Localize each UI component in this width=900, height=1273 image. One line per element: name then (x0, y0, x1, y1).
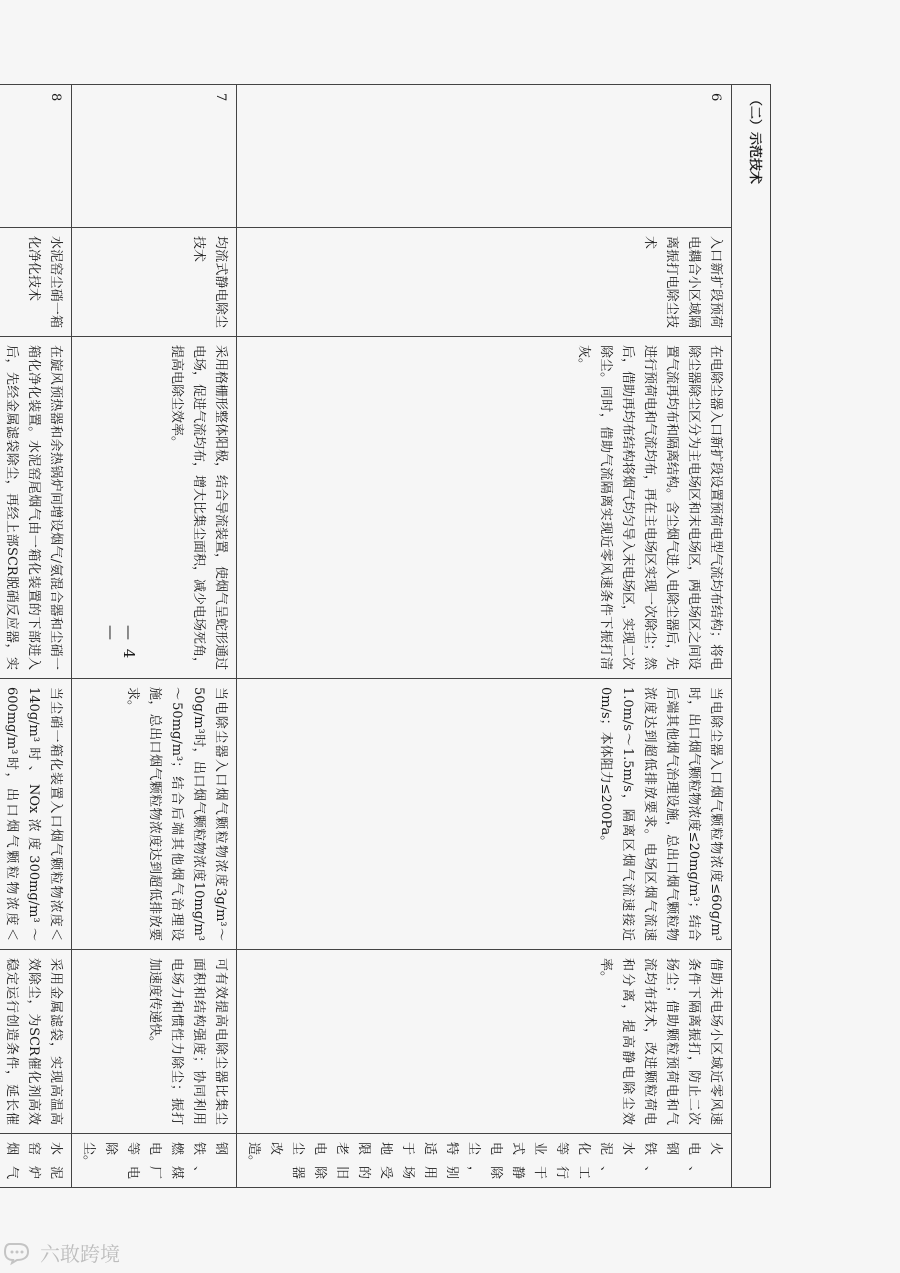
rotated-table-container (4, 84, 771, 1187)
technology-indicators: 当电除尘器入口烟气颗粒物浓度3g/m³～50g/m³时，出口烟气颗粒物浓度10mg/m³～50mg/m³；结合后端其他烟气治理设施，总出口烟气颗粒物浓度达到超低排放要求。 (72, 679, 237, 950)
application-scope: 钢铁、燃煤电厂等电除尘。 (72, 1134, 237, 1188)
section-title: （二）示范技术 (732, 85, 771, 1188)
row-number: 6 (237, 85, 732, 228)
section-header-row (732, 85, 771, 1188)
page-number: — 4 — (102, 625, 138, 661)
technology-indicators: 当尘硝一箱化装置入口烟气颗粒物浓度＜140g/m³时、NOx浓度300mg/m³～600mg/m³时，出口烟气颗粒物浓度＜ (0, 679, 72, 950)
technology-features: 可有效提高电除尘器比集尘面积和结构强度；协同利用电场力和惯性力除尘；振打加速度传递快。 (72, 950, 237, 1134)
application-scope: 火电、钢铁、水泥、化工等行业干式静电除尘，特别适用于场地受限的老旧电除尘器改造。 (237, 1134, 732, 1188)
technology-description: 采用格栅形整体阳极，结合导流装置，使烟气呈蛇形通过电场，促进气流均布，增大比集尘面积，减少电场死角，提高电除尘效率。 (72, 337, 237, 679)
watermark (4, 1237, 120, 1267)
chat-bubble-logo-icon (4, 1240, 34, 1264)
technology-features: 借助末电场小区域近零风速条件下隔离振打，防止二次扬尘；借助颗粒预荷电和气流均布技术，改进颗粒荷电和分离，提高静电除尘效率。 (237, 950, 732, 1134)
technology-name: 入口新扩段预荷电耦合小区域隔离振打电除尘技术 (237, 228, 732, 337)
application-scope: 水泥窑炉烟气 (0, 1134, 72, 1188)
row-number: 7 (72, 85, 237, 228)
row-number: 8 (0, 85, 72, 228)
watermark-text: 六敢跨境 (40, 1241, 120, 1266)
table-row (0, 85, 72, 1188)
technology-description: 在旋风预热器和余热锅炉间增设烟气/氨混合器和尘硝一箱化净化装置。水泥窑尾烟气由一箱化装置的下部进入后，先经金属滤袋除尘，再经上部SCR脱硝反应器，实 (0, 337, 72, 679)
technology-name: 水泥窑尘硝一箱化净化技术 (0, 228, 72, 337)
table-row (237, 85, 732, 1188)
rotated-page (4, 84, 771, 1187)
technology-indicators: 当电除尘器入口烟气颗粒物浓度≤60g/m³时，出口烟气颗粒物浓度≤20mg/m³；结合后端其他烟气治理设施，总出口烟气颗粒物浓度达到超低排放要求。电场区烟气流速1.0m/s～1.5m/s，隔离区烟气流速接近0m/s；本体阻力≤200Pa。 (237, 679, 732, 950)
technology-features: 采用金属滤袋，实现高温高效除尘，为SCR催化剂高效稳定运行创造条件，延长催 (0, 950, 72, 1134)
technology-description: 在电除尘器入口新扩段设置预荷电型气流均布结构；将电除尘器除尘区分为主电场区和末电场区，两电场区之间设置气流再均布和隔离结构。含尘烟气进入电除尘器后，先进行预荷电和气流均布，再在主电场区实现一次除尘；然后，借助再均布结构将烟气均匀导入末电场区，实现二次除尘。同时，借助气流隔离实现近零风速条件下振打清灰。 (237, 337, 732, 679)
technology-name: 均流式静电除尘技术 (72, 228, 237, 337)
